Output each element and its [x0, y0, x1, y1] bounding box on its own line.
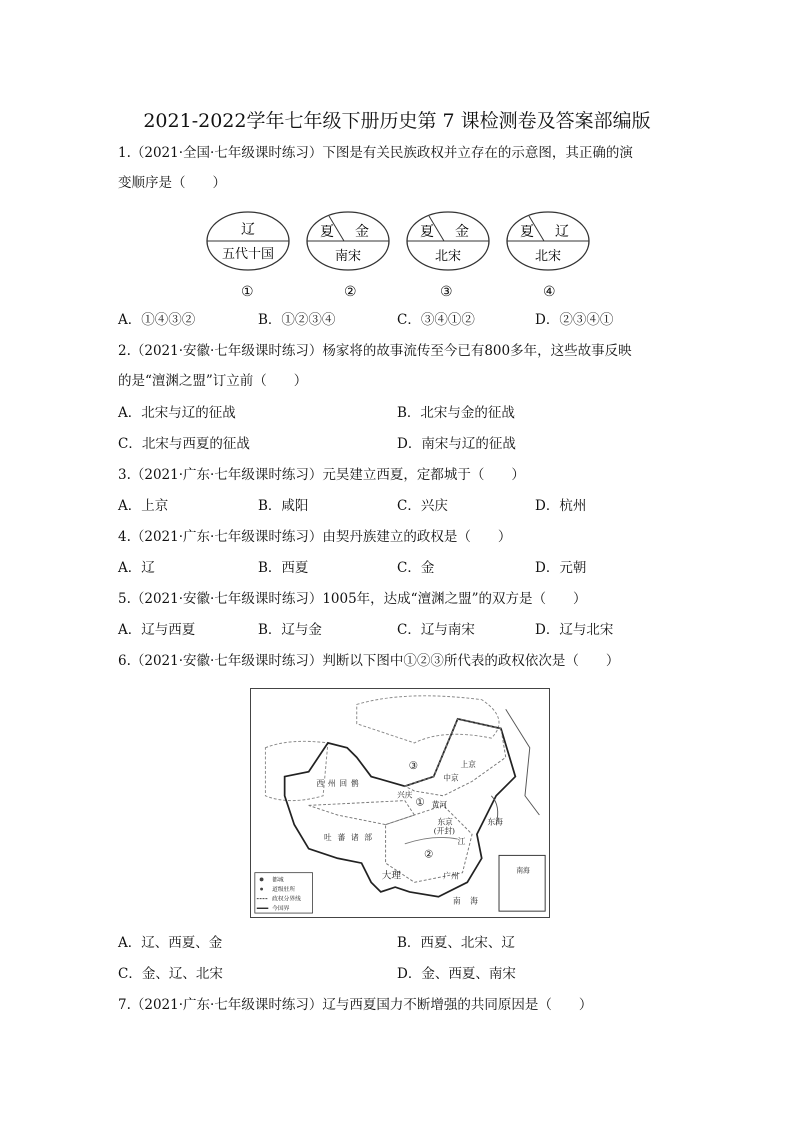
q4-option-b[interactable]: B．西夏 — [258, 560, 309, 576]
map-label-xizhou: 西州回鹘 — [316, 779, 363, 789]
q3-option-c[interactable]: C．兴庆 — [397, 498, 448, 514]
map-label-changjiang: 江 — [457, 836, 466, 846]
circle1-top: 辽 — [241, 222, 255, 238]
song-liao-xia-map — [250, 688, 550, 918]
map-label-huanghe: 黄河 — [431, 800, 448, 810]
map-label-tubo: 吐蕃诸部 — [324, 833, 378, 843]
q6-option-d[interactable]: D．金、西夏、南宋 — [397, 966, 516, 982]
q4-option-d[interactable]: D．元朝 — [535, 560, 587, 576]
q5-option-d[interactable]: D．辽与北宋 — [535, 622, 614, 638]
q6-option-c[interactable]: C．金、辽、北宋 — [118, 966, 223, 982]
legend-capital: 都城 — [272, 877, 284, 884]
q2-option-d[interactable]: D．南宋与辽的征战 — [397, 436, 516, 452]
q1-stem-line1: 1.（2021·全国·七年级课时练习）下图是有关民族政权并立存在的示意图，其正确的演 — [118, 145, 633, 161]
q2-option-b[interactable]: B．北宋与金的征战 — [397, 405, 515, 421]
circle1-label: ① — [241, 284, 254, 300]
q5-option-b[interactable]: B．辽与金 — [258, 622, 322, 638]
circle3-right: 金 — [455, 224, 469, 240]
map-label-dali: 大理 — [381, 870, 401, 882]
q7-stem: 7.（2021·广东·七年级课时练习）辽与西夏国力不断增强的共同原因是（ ） — [118, 997, 593, 1013]
q4-option-a[interactable]: A．辽 — [118, 560, 155, 576]
circle3-label: ③ — [440, 284, 453, 300]
q2-option-a[interactable]: A．北宋与辽的征战 — [118, 405, 236, 421]
q5-stem: 5.（2021·安徽·七年级课时练习）1005年，达成“澶渊之盟”的双方是（ ） — [118, 591, 587, 607]
q5-option-c[interactable]: C．辽与南宋 — [397, 622, 475, 638]
map-label-guangzhou: 广州 — [443, 871, 459, 881]
q6-option-b[interactable]: B．西夏、北宋、辽 — [397, 935, 515, 951]
map-label-2: ② — [424, 848, 434, 861]
map-label-xingqing: 兴庆 — [397, 790, 413, 800]
q1-option-c[interactable]: C．③④①② — [397, 312, 475, 328]
q1-option-a[interactable]: A．①④③② — [118, 312, 196, 328]
legend-boundary: 政权分界线 — [272, 896, 301, 903]
map-label-1: ① — [415, 796, 425, 809]
map-label-donghai: 东海 — [487, 817, 503, 827]
q1-option-b[interactable]: B．①②③④ — [258, 312, 336, 328]
legend-border: 今国界 — [272, 906, 290, 913]
q1-option-d[interactable]: D．②③④① — [535, 312, 614, 328]
document-title: 2021-2022学年七年级下册历史第 7 课检测卷及答案部编版 — [143, 110, 651, 132]
q3-stem: 3.（2021·广东·七年级课时练习）元昊建立西夏，定都城于（ ） — [118, 467, 525, 483]
circle4-label: ④ — [543, 284, 556, 300]
circle2-right: 金 — [355, 224, 369, 240]
circle4-left: 夏 — [520, 224, 534, 240]
circle3-left: 夏 — [420, 224, 434, 240]
q2-stem-line1: 2.（2021·安徽·七年级课时练习）杨家将的故事流传至今已有800多年，这些故事反映 — [118, 343, 632, 359]
circle2-label: ② — [344, 284, 357, 300]
map-inset-label: 南海 — [516, 866, 530, 875]
q1-stem-line2: 变顺序是（ ） — [118, 175, 226, 191]
circle2-left: 夏 — [320, 224, 334, 240]
legend-seat: 道级驻所 — [272, 886, 296, 893]
map-label-3: ③ — [408, 759, 419, 772]
q6-stem: 6.（2021·安徽·七年级课时练习）判断以下图中①②③所代表的政权依次是（ ） — [118, 653, 620, 669]
figure-circle-1 — [205, 210, 291, 272]
map-label-nanhai: 南海 — [452, 896, 488, 906]
q2-stem-line2: 的是“澶渊之盟”订立前（ ） — [118, 373, 308, 389]
q3-option-a[interactable]: A．上京 — [118, 498, 169, 514]
q2-option-c[interactable]: C．北宋与西夏的征战 — [118, 436, 250, 452]
circle2-bottom: 南宋 — [334, 249, 362, 264]
circle4-bottom: 北宋 — [534, 249, 562, 264]
q6-option-a[interactable]: A．辽、西夏、金 — [118, 935, 223, 951]
q4-option-c[interactable]: C．金 — [397, 560, 435, 576]
circle1-bottom: 五代十国 — [221, 247, 275, 262]
q3-option-d[interactable]: D．杭州 — [535, 498, 587, 514]
map-label-shangjing: 上京 — [460, 759, 476, 769]
figure-circle-4 — [505, 210, 591, 272]
map-label-zhongjing: 中京 — [443, 773, 459, 783]
map-label-dongjing: 东京 — [437, 817, 453, 827]
circle4-right: 辽 — [555, 224, 569, 240]
circle3-bottom: 北宋 — [434, 249, 462, 264]
map-label-kaifeng: (开封) — [433, 826, 456, 836]
q3-option-b[interactable]: B．咸阳 — [258, 498, 309, 514]
figure-circle-2 — [305, 210, 391, 272]
figure-circle-3 — [405, 210, 491, 272]
q5-option-a[interactable]: A．辽与西夏 — [118, 622, 196, 638]
q4-stem: 4.（2021·广东·七年级课时练习）由契丹族建立的政权是（ ） — [118, 529, 512, 545]
